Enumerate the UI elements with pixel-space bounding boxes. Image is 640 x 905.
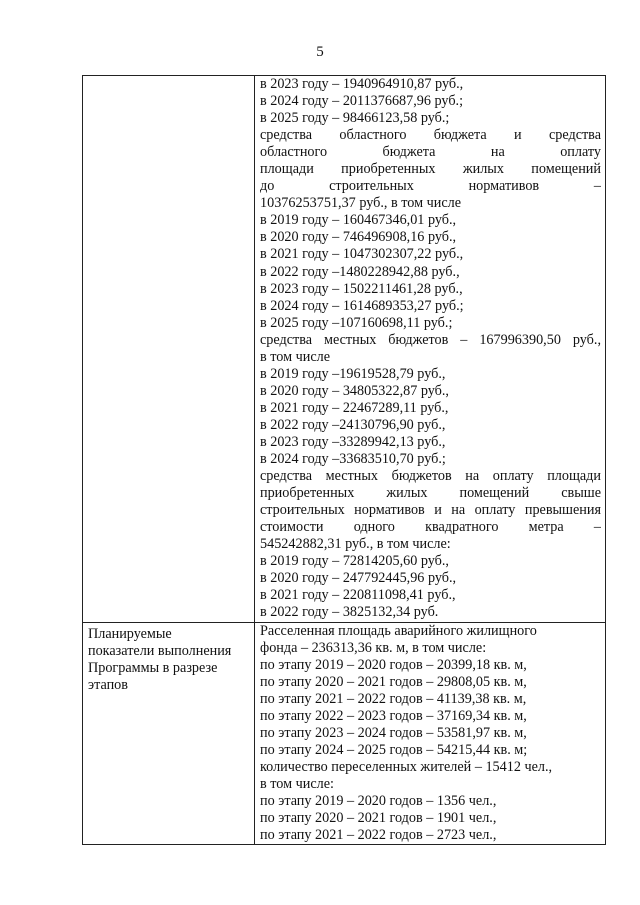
page-number: 5 bbox=[316, 44, 324, 60]
text-line: по этапу 2021 – 2022 годов – 2723 чел., bbox=[260, 827, 497, 844]
text-line: средства местных бюджетов на оплату площади bbox=[260, 468, 601, 485]
program-table bbox=[82, 75, 606, 845]
funding-row-label-cell bbox=[83, 76, 255, 623]
text-line: Программы в разрезе bbox=[88, 659, 218, 676]
funding-row-label bbox=[83, 76, 254, 79]
text-line: по этапу 2020 – 2021 годов – 29808,05 кв. м, bbox=[260, 673, 527, 690]
text-line: в 2020 году – 247792445,96 руб., bbox=[260, 570, 457, 587]
text-line: в 2019 году – 72814205,60 руб., bbox=[260, 553, 449, 570]
indicators-row-label-cell bbox=[83, 622, 255, 845]
text-line: в 2025 году –107160698,11 руб.; bbox=[260, 314, 453, 331]
funding-row-content-cell bbox=[255, 76, 606, 623]
text-line: по этапу 2021 – 2022 годов – 41139,38 кв. м, bbox=[260, 690, 527, 707]
text-line: площади приобретенных жилых помещений bbox=[260, 161, 601, 178]
indicators-label bbox=[83, 623, 254, 694]
text-line: Планируемые bbox=[88, 625, 172, 642]
text-line: количество переселенных жителей – 15412 чел., bbox=[260, 758, 553, 775]
text-line: в 2020 году – 746496908,16 руб., bbox=[260, 229, 457, 246]
text-line: строительных нормативов и на оплату превышения bbox=[260, 502, 601, 519]
text-line: по этапу 2023 – 2024 годов – 53581,97 кв. м, bbox=[260, 724, 527, 741]
text-line: в 2023 году – 1502211461,28 руб., bbox=[260, 280, 463, 297]
text-line: в 2023 году – 1940964910,87 руб., bbox=[260, 76, 464, 92]
text-line: в 2024 году – 1614689353,27 руб.; bbox=[260, 297, 464, 314]
text-line: 545242882,31 руб., в том числе: bbox=[260, 536, 451, 553]
text-line: по этапу 2024 – 2025 годов – 54215,44 кв. м; bbox=[260, 741, 528, 758]
text-line: в 2023 году –33289942,13 руб., bbox=[260, 433, 446, 450]
text-line: по этапу 2022 – 2023 годов – 37169,34 кв. м, bbox=[260, 707, 527, 724]
text-line: по этапу 2019 – 2020 годов – 1356 чел., bbox=[260, 792, 497, 809]
text-line: по этапу 2020 – 2021 годов – 1901 чел., bbox=[260, 810, 497, 827]
text-line: в 2021 году – 1047302307,22 руб., bbox=[260, 246, 464, 263]
text-line: до строительных нормативов – bbox=[260, 178, 601, 195]
text-line: в том числе bbox=[260, 348, 331, 365]
text-line: Расселенная площадь аварийного жилищного bbox=[260, 622, 537, 639]
text-line: в 2021 году – 22467289,11 руб., bbox=[260, 399, 449, 416]
text-line: фонда – 236313,36 кв. м, в том числе: bbox=[260, 639, 487, 656]
text-line: в 2019 году – 160467346,01 руб., bbox=[260, 212, 457, 229]
text-line: в 2020 году – 34805322,87 руб., bbox=[260, 382, 449, 399]
text-line: в 2022 году –1480228942,88 руб., bbox=[260, 263, 460, 280]
funding-row bbox=[83, 76, 606, 623]
text-line: 10376253751,37 руб., в том числе bbox=[260, 195, 461, 212]
text-line: в 2019 году –19619528,79 руб., bbox=[260, 365, 446, 382]
text-line: в 2024 году –33683510,70 руб.; bbox=[260, 451, 446, 468]
text-line: стоимости одного квадратного метра – bbox=[260, 519, 601, 536]
text-line: в 2025 году – 98466123,58 руб.; bbox=[260, 110, 450, 127]
text-line: в том числе: bbox=[260, 775, 334, 792]
text-line: приобретенных жилых помещений свыше bbox=[260, 485, 601, 502]
text-line: в 2024 году – 2011376687,96 руб.; bbox=[260, 93, 464, 110]
text-line: показатели выполнения bbox=[88, 642, 232, 659]
indicators-row-content-cell bbox=[255, 622, 606, 845]
text-line: по этапу 2019 – 2020 годов – 20399,18 кв. м, bbox=[260, 656, 527, 673]
text-line: в 2022 году –24130796,90 руб., bbox=[260, 416, 446, 433]
text-line: средства областного бюджета и средства bbox=[260, 127, 601, 144]
funding-details bbox=[255, 76, 605, 622]
indicators-row bbox=[83, 622, 606, 845]
text-line: областного бюджета на оплату bbox=[260, 144, 601, 161]
indicators-details bbox=[255, 623, 605, 845]
text-line: в 2022 году – 3825132,34 руб. bbox=[260, 604, 439, 621]
text-line: в 2021 году – 220811098,41 руб., bbox=[260, 587, 456, 604]
text-line: средства местных бюджетов – 167996390,50 руб., bbox=[260, 331, 601, 348]
text-line: этапов bbox=[88, 676, 128, 693]
